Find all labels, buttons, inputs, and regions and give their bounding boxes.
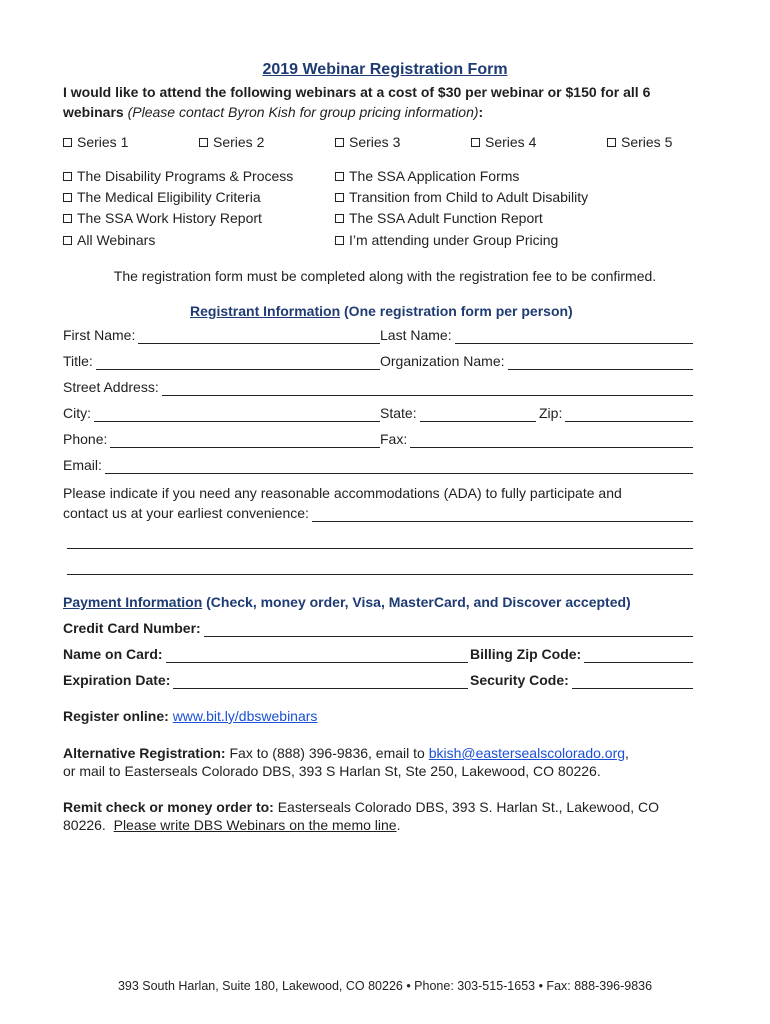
checkbox-icon[interactable]	[63, 138, 72, 147]
ada-extra-line-2[interactable]	[67, 574, 693, 575]
ada-question: Please indicate if you need any reasonable accommodations (ADA) to fully participate and	[63, 485, 622, 501]
card-number-row	[63, 617, 693, 637]
checkbox-icon[interactable]	[63, 172, 72, 181]
title-row	[63, 350, 693, 370]
checkbox-series-2[interactable]: Series 2	[199, 134, 264, 150]
city-field[interactable]: City:	[63, 402, 380, 422]
checkbox-icon[interactable]	[335, 138, 344, 147]
checkbox-medical-eligibility[interactable]: The Medical Eligibility Criteria	[63, 189, 261, 205]
checkbox-icon[interactable]	[335, 193, 344, 202]
checkbox-series-3[interactable]: Series 3	[335, 134, 400, 150]
checkbox-icon[interactable]	[335, 172, 344, 181]
alternative-registration: Alternative Registration: Fax to (888) 396-9836, email to bkish@eastersealscolorado.org, or mail to Easterseals Colorado DBS, 393 S Harlan St, Ste 250, Lakewood, CO 80226.	[63, 745, 629, 779]
checkbox-series-4[interactable]: Series 4	[471, 134, 536, 150]
checkbox-series-5[interactable]: Series 5	[607, 134, 672, 150]
ada-accommodations-field[interactable]: contact us at your earliest convenience:	[63, 502, 693, 522]
checkbox-disability-programs[interactable]: The Disability Programs & Process	[63, 168, 293, 184]
name-on-card-field[interactable]: Name on Card:	[63, 643, 468, 663]
checkbox-ssa-application[interactable]: The SSA Application Forms	[335, 168, 519, 184]
checkbox-icon[interactable]	[335, 236, 344, 245]
checkbox-icon[interactable]	[471, 138, 480, 147]
checkbox-adult-function[interactable]: The SSA Adult Function Report	[335, 210, 543, 226]
intro-end: :	[478, 104, 484, 120]
checkbox-icon[interactable]	[63, 236, 72, 245]
checkbox-icon[interactable]	[335, 214, 344, 223]
phone-row	[63, 428, 693, 448]
name-row	[63, 324, 693, 344]
last-name-field[interactable]: Last Name:	[380, 324, 693, 344]
checkbox-icon[interactable]	[607, 138, 616, 147]
intro-text	[63, 82, 713, 122]
zip-field[interactable]: Zip:	[539, 402, 693, 422]
credit-card-number-field[interactable]: Credit Card Number:	[63, 617, 693, 637]
expiration-date-field[interactable]: Expiration Date:	[63, 669, 468, 689]
form-title: 2019 Webinar Registration Form	[262, 61, 508, 78]
payment-heading: Payment Information (Check, money order, Visa, MasterCard, and Discover accepted)	[63, 594, 631, 610]
checkbox-series-1[interactable]: Series 1	[63, 134, 128, 150]
billing-zip-field[interactable]: Billing Zip Code:	[470, 643, 693, 663]
expiration-row	[63, 669, 693, 689]
email-field[interactable]: Email:	[63, 454, 693, 474]
registrant-heading: Registrant Information (One registration form per person)	[190, 303, 573, 319]
phone-field[interactable]: Phone:	[63, 428, 380, 448]
checkbox-group-pricing[interactable]: I’m attending under Group Pricing	[335, 232, 558, 248]
intro-bold: I would like to attend the following webinars at a cost of $30 per webinar or $150 for all 6 webinars	[63, 84, 651, 120]
memo-instruction: Please write DBS Webinars on the memo line	[113, 817, 397, 833]
register-online: Register online: www.bit.ly/dbswebinars	[63, 708, 318, 724]
city-row	[63, 402, 693, 422]
name-on-card-row	[63, 643, 693, 663]
footer-address: 393 South Harlan, Suite 180, Lakewood, CO 80226 • Phone: 303-515-1653 • Fax: 888-396-9836	[117, 979, 653, 993]
email-link[interactable]: bkish@eastersealscolorado.org	[428, 745, 626, 761]
first-name-field[interactable]: First Name:	[63, 324, 380, 344]
checkbox-all-webinars[interactable]: All Webinars	[63, 232, 155, 248]
checkbox-icon[interactable]	[199, 138, 208, 147]
checkbox-icon[interactable]	[63, 214, 72, 223]
confirmation-note: The registration form must be completed along with the registration fee to be confirmed.	[113, 268, 657, 284]
intro-italic: (Please contact Byron Kish for group pricing information)	[127, 104, 479, 120]
register-online-link[interactable]: www.bit.ly/dbswebinars	[172, 708, 318, 724]
remit-instructions: Remit check or money order to: Easterseals Colorado DBS, 393 S. Harlan St., Lakewood, CO 80226. Please write DBS Webinars on the memo line.	[63, 799, 660, 833]
organization-field[interactable]: Organization Name:	[380, 350, 693, 370]
checkbox-work-history[interactable]: The SSA Work History Report	[63, 210, 262, 226]
ada-row	[63, 502, 693, 522]
ada-extra-line-1[interactable]	[67, 548, 693, 549]
fax-field[interactable]: Fax:	[380, 428, 693, 448]
street-address-field[interactable]: Street Address:	[63, 376, 693, 396]
checkbox-transition[interactable]: Transition from Child to Adult Disability	[335, 189, 588, 205]
state-field[interactable]: State:	[380, 402, 536, 422]
title-field[interactable]: Title:	[63, 350, 380, 370]
email-row	[63, 454, 693, 474]
security-code-field[interactable]: Security Code:	[470, 669, 693, 689]
street-row	[63, 376, 693, 396]
checkbox-icon[interactable]	[63, 193, 72, 202]
